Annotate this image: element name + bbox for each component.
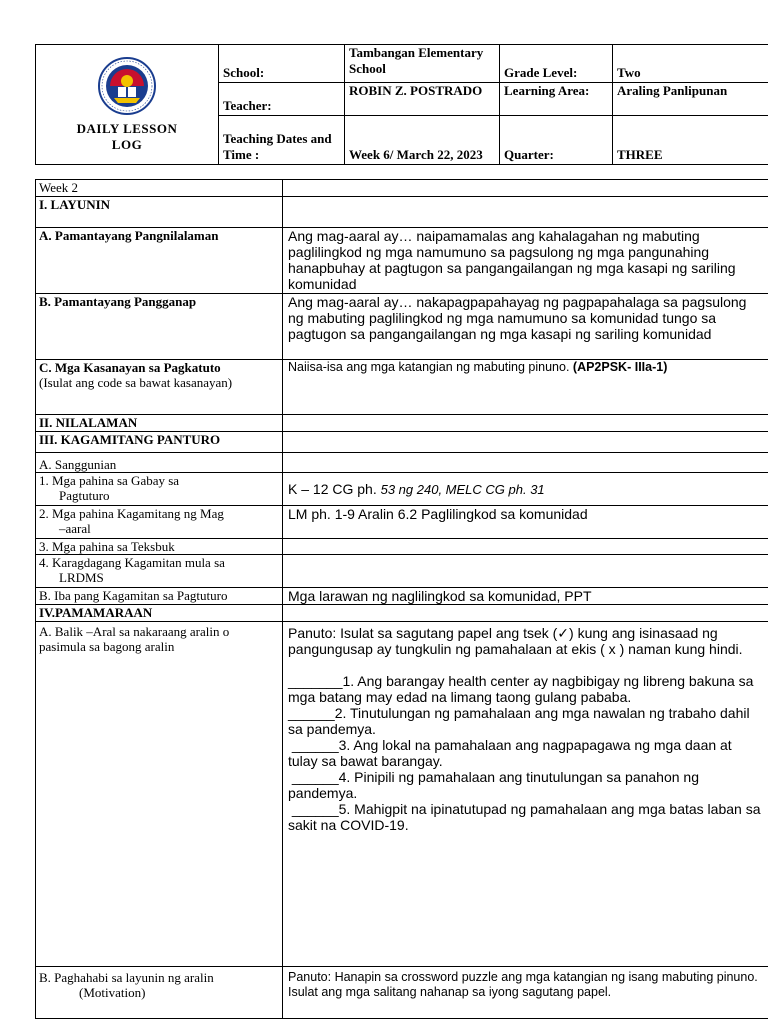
dates-value: Week 6/ March 22, 2023 bbox=[345, 116, 500, 165]
balik-label: A. Balik –Aral sa nakaraang aralin o pasimula sa bagong aralin bbox=[36, 622, 283, 967]
magaaral-value: LM ph. 1-9 Aralin 6.2 Paglilingkod sa komunidad bbox=[283, 506, 768, 539]
teksbuk-label: 3. Mga pahina sa Teksbuk bbox=[36, 539, 283, 555]
lrdms-label-line1: 4. Karagdagang Kagamitan mula sa bbox=[39, 555, 225, 570]
table-row bbox=[36, 588, 768, 605]
dll-title-line2: LOG bbox=[111, 136, 143, 152]
kasanayan-value-cell bbox=[283, 360, 768, 415]
gabay-value-2: 53 ng 240, MELC CG ph. 31 bbox=[380, 481, 545, 497]
table-row bbox=[36, 967, 768, 1019]
layunin-heading: I. LAYUNIN bbox=[36, 197, 283, 228]
grade-label: Grade Level: bbox=[500, 45, 613, 83]
iba-value: Mga larawan ng naglilingkod sa komunidad, PPT bbox=[283, 588, 768, 605]
paghahabi-label-line1: B. Paghahabi sa layunin ng aralin bbox=[39, 970, 214, 985]
pangganap-text: Ang mag-aaral ay… nakapagpapahayag ng pagpapahalaga sa pagsulong ng mabuting paglilingkod ng mga namumuno sa komunidad tungo sa pagtugon sa pangangailangan ng mga kasapi ng sariling komunidad bbox=[283, 294, 768, 360]
week-label: Week 2 bbox=[36, 180, 283, 197]
kasanayan-sub: (Isulat ang code sa bawat kasanayan) bbox=[39, 375, 233, 390]
dll-title-line1: DAILY LESSON bbox=[76, 120, 178, 136]
layunin-value bbox=[283, 197, 768, 228]
lrdms-label-line2: LRDMS bbox=[59, 570, 104, 585]
area-value: Araling Panlipunan bbox=[613, 83, 768, 116]
table-row bbox=[36, 506, 768, 539]
table-row bbox=[36, 180, 768, 197]
table-row bbox=[36, 294, 768, 360]
teksbuk-value bbox=[283, 539, 768, 555]
pangnilalaman-label: A. Pamantayang Pangnilalaman bbox=[36, 228, 283, 294]
sanggunian-label: A. Sanggunian bbox=[36, 453, 283, 473]
quarter-label: Quarter: bbox=[500, 116, 613, 165]
table-row bbox=[36, 432, 768, 453]
table-row bbox=[36, 622, 768, 967]
spacer bbox=[288, 657, 763, 673]
paghahabi-label-cell bbox=[36, 967, 283, 1019]
sanggunian-value bbox=[283, 453, 768, 473]
quiz-item-5: ______5. Mahigpit na ipinatutupad ng pamahalaan ang mga batas laban sa sakit na COVID-19. bbox=[288, 801, 765, 833]
pangnilalaman-text: Ang mag-aaral ay… naipamamalas ang kahalagahan ng mabuting paglilingkod ng mga namumuno sa pagsulong ng mga pangunahing hanapbuhay at pagtugon sa pangangailangan ng mga kasapi ng sariling komunidad bbox=[283, 228, 768, 294]
nilalaman-value bbox=[283, 415, 768, 432]
table-row bbox=[36, 197, 768, 228]
teacher-value: ROBIN Z. POSTRADO bbox=[345, 83, 500, 116]
table-row bbox=[36, 228, 768, 294]
balik-value-cell bbox=[283, 622, 768, 967]
header-table bbox=[35, 44, 768, 165]
gabay-label-cell bbox=[36, 473, 283, 506]
nilalaman-heading: II. NILALAMAN bbox=[36, 415, 283, 432]
magaaral-label-cell bbox=[36, 506, 283, 539]
pangganap-label: B. Pamantayang Pangganap bbox=[36, 294, 283, 360]
table-row bbox=[36, 539, 768, 555]
teacher-label: Teacher: bbox=[219, 83, 345, 116]
table-row bbox=[36, 415, 768, 432]
area-label: Learning Area: bbox=[500, 83, 613, 116]
school-label: School: bbox=[219, 45, 345, 83]
lesson-table bbox=[35, 179, 768, 1019]
grade-value: Two bbox=[613, 45, 768, 83]
gabay-value-1: K – 12 CG ph. bbox=[288, 480, 381, 497]
kasanayan-label: C. Mga Kasanayan sa Pagkatuto bbox=[39, 360, 221, 375]
magaaral-label-line1: 2. Mga pahina Kagamitang ng Mag bbox=[39, 506, 224, 521]
kasanayan-cell bbox=[36, 360, 283, 415]
kagamitan-heading: III. KAGAMITANG PANTURO bbox=[36, 432, 283, 453]
quarter-value: THREE bbox=[613, 116, 768, 165]
quiz-item-1: _______1. Ang barangay health center ay nagbibigay ng libreng bakuna sa mga batang may edad na limang taong gulang pababa. bbox=[288, 673, 754, 705]
pamamaraan-heading: IV.PAMAMARAAN bbox=[36, 605, 283, 622]
paghahabi-label-line2: (Motivation) bbox=[79, 985, 146, 1000]
magaaral-label-line2: –aaral bbox=[59, 521, 91, 536]
gabay-label-line1: 1. Mga pahina sa Gabay sa bbox=[39, 473, 180, 488]
table-row bbox=[36, 555, 768, 588]
deped-seal-icon bbox=[98, 57, 156, 115]
table-row bbox=[36, 473, 768, 506]
table-row bbox=[36, 605, 768, 622]
balik-instructions: Panuto: Isulat sa sagutang papel ang tsek (✓) kung ang isinasaad ng pangungusap ay tungkulin ng pamahalaan at ekis ( x ) naman kung hindi. bbox=[288, 625, 743, 657]
gabay-label-line2: Pagtuturo bbox=[59, 488, 110, 503]
dates-label: Teaching Dates and Time : bbox=[219, 116, 345, 165]
table-row bbox=[36, 360, 768, 415]
paghahabi-text: Panuto: Hanapin sa crossword puzzle ang mga katangian ng isang mabuting pinuno. Isulat ang mga salitang nahanap sa iyong sagutang papel. bbox=[283, 967, 768, 1019]
iba-label: B. Iba pang Kagamitan sa Pagtuturo bbox=[36, 588, 283, 605]
lrdms-value bbox=[283, 555, 768, 588]
week-value bbox=[283, 180, 768, 197]
kasanayan-code: (AP2PSK- IIIa-1) bbox=[572, 360, 668, 374]
lrdms-label-cell bbox=[36, 555, 283, 588]
quiz-item-3: ______3. Ang lokal na pamahalaan ang nagpapagawa ng mga daan at tulay sa bawat barangay. bbox=[288, 737, 736, 769]
table-row bbox=[36, 453, 768, 473]
pamamaraan-value bbox=[283, 605, 768, 622]
gabay-value-cell bbox=[283, 473, 768, 506]
logo-title-cell bbox=[36, 45, 219, 165]
school-value: Tambangan Elementary School bbox=[345, 45, 500, 83]
kasanayan-text: Naiisa-isa ang mga katangian ng mabuting pinuno. bbox=[288, 360, 573, 374]
quiz-item-4: ______4. Pinipili ng pamahalaan ang tinutulungan sa panahon ng pandemya. bbox=[288, 769, 703, 801]
quiz-item-2: ______2. Tinutulungan ng pamahalaan ang mga nawalan ng trabaho dahil sa pandemya. bbox=[288, 705, 750, 737]
kagamitan-value bbox=[283, 432, 768, 453]
